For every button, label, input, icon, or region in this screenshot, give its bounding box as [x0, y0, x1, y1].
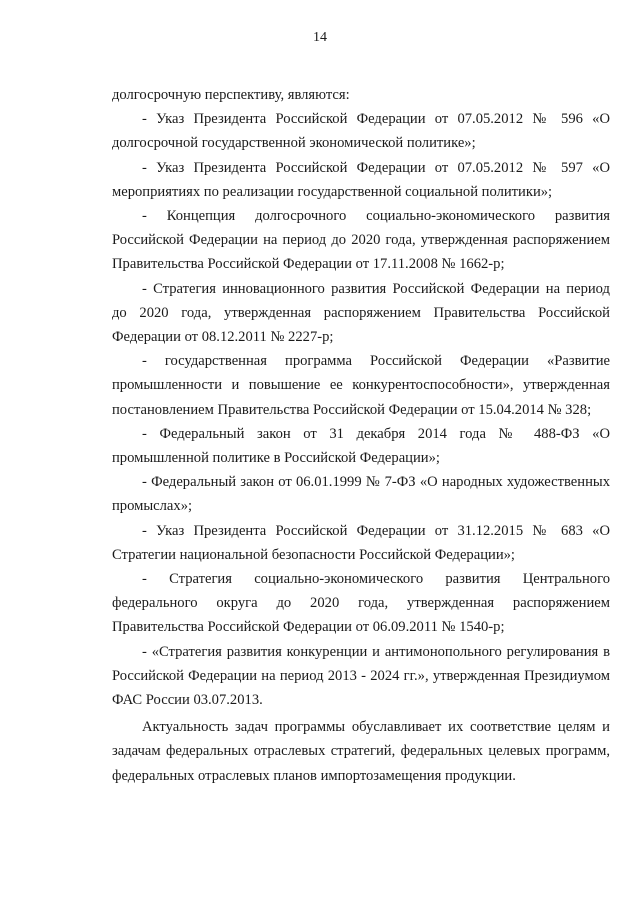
conclusion-paragraph: Актуальность задач программы обуславливает их соответствие целям и задачам федеральных отраслевых стратегий, федеральных целевых программ, федеральных отраслевых планов импортозамещения продукции.: [112, 719, 610, 784]
intro-line: долгосрочную перспективу, являются:: [112, 87, 350, 103]
list-item-law-7: - Федеральный закон от 06.01.1999 № 7-ФЗ «О народных художественных промыслах»;: [112, 474, 610, 515]
page-number: 14: [313, 30, 327, 45]
list-item-central-district-strategy: - Стратегия социально-экономического развития Центрального федерального округа до 2020 года, утвержденная распоряжением Правительства Российской Федерации от 06.09.2011 № 1540-р;: [112, 571, 610, 636]
document-body: [112, 83, 610, 788]
list-item-law-488: - Федеральный закон от 31 декабря 2014 года № 488-ФЗ «О промышленной политике в Российской Федерации»;: [112, 425, 610, 467]
list-item-state-program: - государственная программа Российской Федерации «Развитие промышленности и повышение ее конкурентоспособности», утвержденная постановлением Правительства Российской Федерации от 15.04.2014 № 328;: [112, 353, 610, 418]
list-item-decree-683: - Указ Президента Российской Федерации от 31.12.2015 № 683 «О Стратегии национальной безопасности Российской Федерации»;: [112, 522, 610, 563]
list-item-innovation-strategy: - Стратегия инновационного развития Российской Федерации на период до 2020 года, утвержденная распоряжением Правительства Российской Федерации от 08.12.2011 № 2227-р;: [112, 280, 610, 346]
list-item-decree-597: - Указ Президента Российской Федерации от 07.05.2012 № 597 «О мероприятиях по реализации государственной социальной политики»;: [112, 159, 610, 200]
list-item-competition-strategy: - «Стратегия развития конкуренции и антимонопольного регулирования в Российской Федерации на период 2013 - 2024 гг.», утвержденная Президиумом ФАС России 03.07.2013.: [112, 643, 610, 709]
list-item-concept-2020: - Концепция долгосрочного социально-экономического развития Российской Федерации на период до 2020 года, утвержденная распоряжением Правительства Российской Федерации от 17.11.2008 № 1662-р;: [112, 208, 610, 273]
list-item-decree-596: - Указ Президента Российской Федерации от 07.05.2012 № 596 «О долгосрочной государственной экономической политике»;: [112, 111, 610, 152]
